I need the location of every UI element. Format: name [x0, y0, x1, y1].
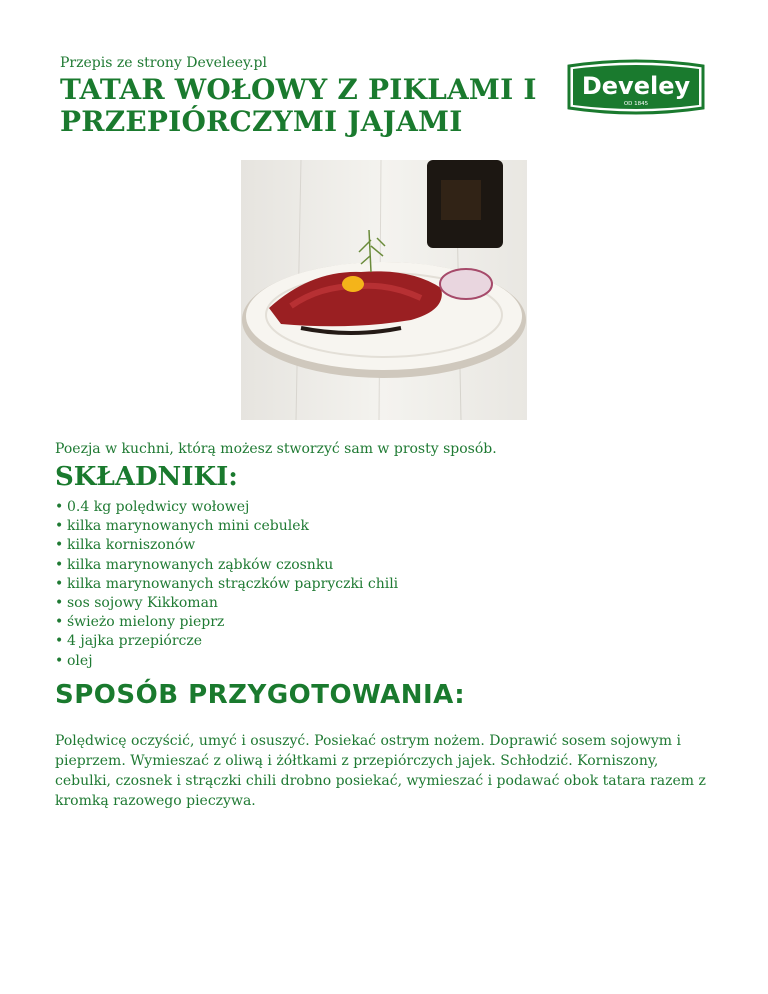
svg-text:Develey: Develey [581, 72, 691, 100]
develey-logo [563, 58, 709, 118]
list-item: • świeżo mielony pieprz [55, 613, 398, 632]
method-text: Polędwicę oczyścić, umyć i osuszyć. Posiekać ostrym nożem. Doprawić sosem sojowym i pieprzem. Wymieszać z oliwą i żółtkami z przepiórczych jajek. Schłodzić. Korniszony, cebulki, czosnek i strączki chili drobno posiekać, wymieszać i podawać obok tatara razem z kromką razowego pieczywa. [55, 733, 706, 809]
ingredients-list [55, 498, 398, 671]
dish-photo [241, 160, 527, 420]
method-heading: SPOSÓB PRZYGOTOWANIA: [55, 680, 466, 710]
list-item: • kilka marynowanych mini cebulek [55, 517, 398, 536]
list-item: • 0.4 kg polędwicy wołowej [55, 498, 398, 517]
ingredients-heading: SKŁADNIKI: [55, 462, 238, 492]
list-item: • kilka marynowanych strączków papryczki chili [55, 575, 398, 594]
list-item: • olej [55, 652, 398, 671]
list-item: • kilka korniszonów [55, 536, 398, 555]
list-item: • 4 jajka przepiórcze [55, 632, 398, 651]
source-line: Przepis ze strony Develeey.pl [60, 55, 267, 71]
list-item: • kilka marynowanych ząbków czosnku [55, 556, 398, 575]
recipe-title: TATAR WOŁOWY Z PIKLAMI I PRZEPIÓRCZYMI JAJAMI [60, 73, 537, 138]
svg-text:OD 1845: OD 1845 [623, 101, 649, 107]
list-item: • sos sojowy Kikkoman [55, 594, 398, 613]
intro-text: Poezja w kuchni, którą możesz stworzyć sam w prosty sposób. [55, 441, 497, 457]
